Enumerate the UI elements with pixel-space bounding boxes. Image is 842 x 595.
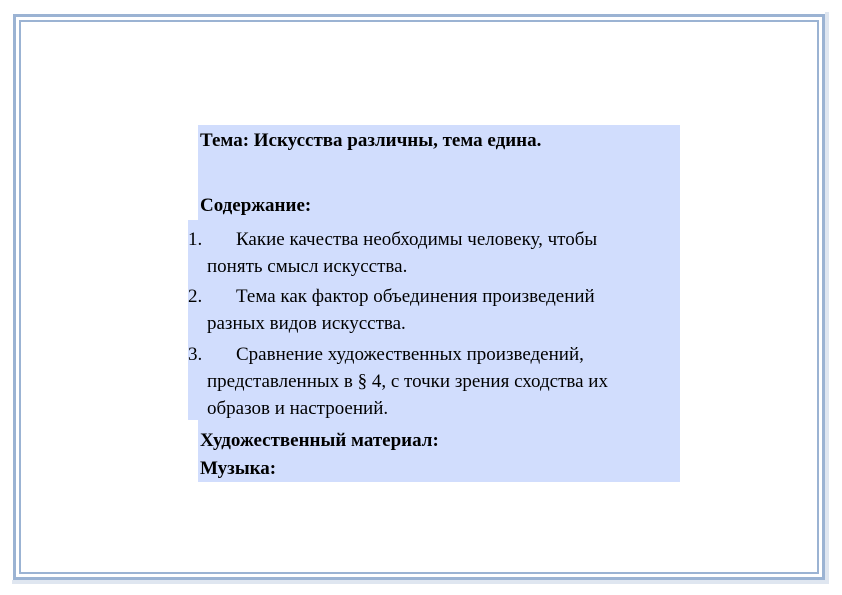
list-item-line: разных видов искусства. [207, 313, 406, 334]
slide-title: Тема: Искусства различны, тема едина. [200, 130, 542, 151]
list-item-line: понять смысл искусства. [207, 256, 408, 277]
list-item-number: 1. [188, 229, 203, 250]
contents-heading: Содержание: [200, 195, 312, 216]
list-item-line: Какие качества необходимы человеку, чтобы [236, 229, 598, 250]
material-heading: Художественный материал: [200, 430, 439, 451]
frame-shadow-bottom [12, 580, 829, 584]
frame-shadow-right [825, 12, 829, 584]
music-heading: Музыка: [200, 458, 277, 479]
list-item-line: образов и настроений. [207, 398, 389, 419]
list-item-number: 2. [188, 286, 203, 307]
list-item-line: представленных в § 4, с точки зрения сходства их [207, 371, 608, 392]
list-item-number: 3. [188, 344, 203, 365]
list-item-line: Сравнение художественных произведений, [236, 344, 584, 365]
list-item-line: Тема как фактор объединения произведений [236, 286, 595, 307]
